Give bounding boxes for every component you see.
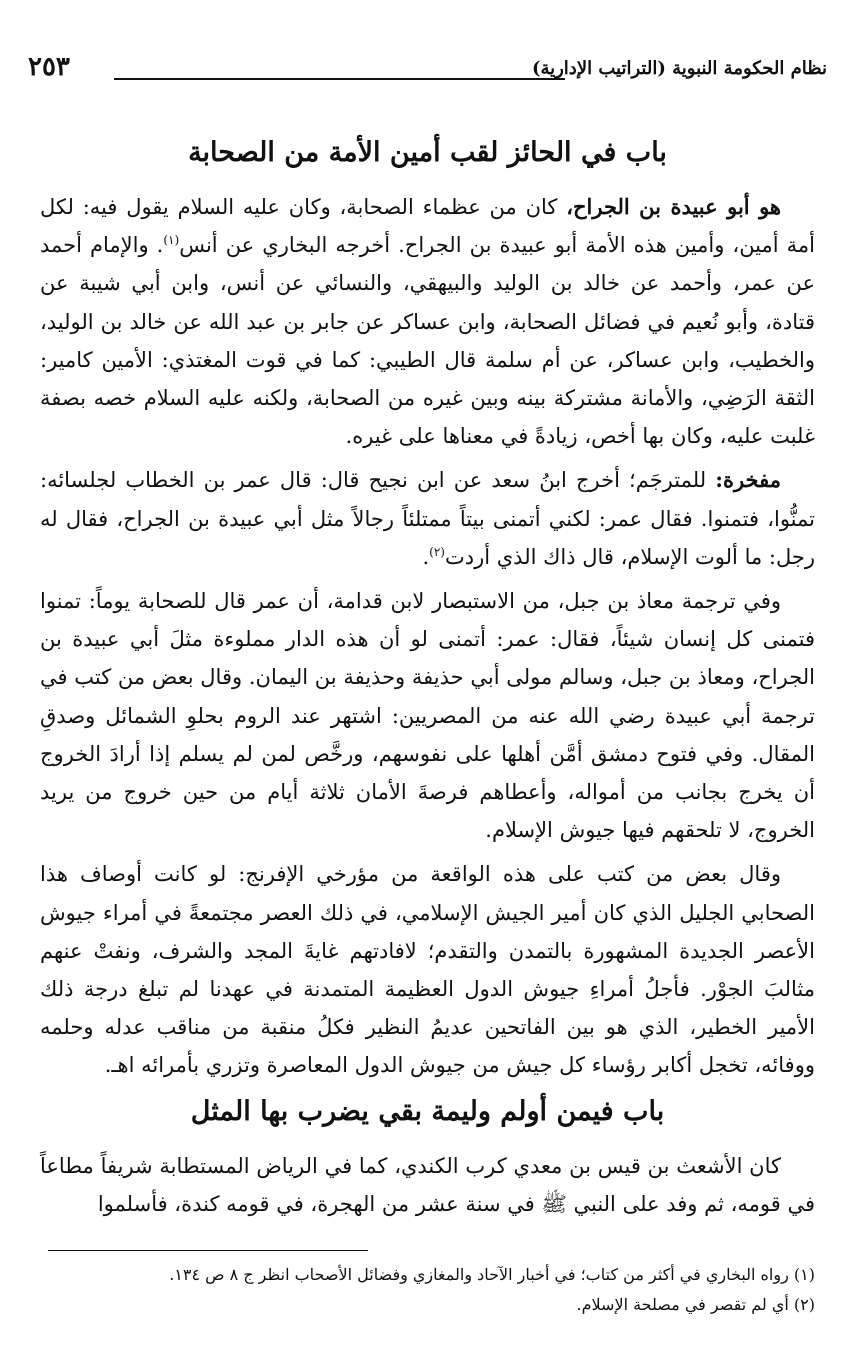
footnote-marker: (١)	[163, 233, 180, 248]
footnote-marker: (٢)	[429, 544, 445, 559]
section-heading: باب في الحائز لقب أمين الأمة من الصحابة	[188, 137, 667, 168]
book-title: نظام الحكومة النبوية (التراتيب الإدارية)	[531, 58, 827, 79]
paragraph-lead: هو أبو عبيدة بن الجراح،	[566, 194, 781, 219]
body-text	[40, 132, 815, 1229]
paragraph-lead: مفخرة:	[715, 467, 781, 493]
paragraph	[40, 582, 815, 849]
section-heading: باب فيمن أولم وليمة بقي يضرب بها المثل	[190, 1095, 665, 1127]
paragraph	[40, 855, 815, 1084]
page-number: ٢٥٣	[28, 52, 70, 82]
footnotes	[40, 1260, 815, 1320]
footnote: (٢) أي لم تقصر في مصلحة الإسلام.	[576, 1295, 815, 1314]
footnote-rule	[48, 1250, 368, 1251]
paragraph-text: كان الأشعث بن قيس بن معدي كرب الكندي، كما في الرياض المستطابة شريفاً مطاعاً في قومه، ثم وفد على النبي ﷺ في سنة عشر من الهجرة، في قومه كندة، فأسلموا	[40, 1153, 815, 1216]
paragraph-text: كان من عظماء الصحابة، وكان عليه السلام يقول فيه: لكل أمة أمين، وأمين هذه الأمة أبو عبيدة بن الجراح. أخرجه البخاري عن أنس	[40, 195, 815, 258]
paragraph	[40, 461, 815, 576]
footnote: (١) رواه البخاري في أكثر من كتاب؛ في أخبار الآحاد والمغازي وفضائل الأصحاب انظر ج ٨ ص ١٣٤.	[169, 1265, 815, 1284]
paragraph-text: وفي ترجمة معاذ بن جبل، من الاستبصار لابن قدامة، أن عمر قال للصحابة يوماً: تمنوا فتمنى كل إنسان شيئاً، فقال: عمر: أتمنى لو أن هذه الدار مملوءة مثلَ أبي عبيدة بن الجراح، ومعاذ بن جبل، وسالم مولى أبي حذيفة وحذيفة بن اليمان. وقال بعض من كتب في ترجمة أبي عبيدة رضي الله عنه من المصريين: اشتهر عند الروم بحلوِ الشمائل وصدقِ المقال. وفي فتوح دمشق أمَّن أهلها على نفوسهم، ورخَّص لمن لم يسلم إذا أرادَ الخروج أن يخرج بجانب من أمواله، وأعطاهم فرصةَ الأمان ثلاثة أيام من حين خروج من يريد الخروج، لا تلحقهم فيها جيوش الإسلام.	[40, 589, 815, 843]
paragraph-tail: .	[422, 544, 430, 569]
header-rule	[114, 78, 565, 80]
paragraph-tail: . والإمام أحمد عن عمر، وأحمد عن خالد بن الوليد والبيهقي، والنسائي عن أنس، وابن أبي شيبة عن قتادة، وأبو نُعيم في فضائل الصحابة، وابن عساكر عن جابر بن عبد الله عن خالد بن الوليد، والخطيب، وابن عساكر، عن أم سلمة قال الطيبي: كما في قوت المغتذي: الأمين كامير: الثقة الرَضِي، والأمانة مشتركة بينه وبين غيره من الصحابة، ولكنه عليه السلام خصه بصفة غلبت عليه، وكان بها أخص، زيادةً في معناها على غيره.	[40, 233, 815, 449]
paragraph	[40, 188, 815, 455]
paragraph	[40, 1147, 815, 1223]
running-header	[28, 48, 827, 88]
paragraph-text: للمترجَم؛ أخرج ابنُ سعد عن ابن نجيح قال: قال عمر بن الخطاب لجلسائه: تمنُّوا، فتمنوا. فقال عمر: لكني أتمنى بيتاً ممتلئاً رجالاً مثل أبي عبيدة بن الجراح، فقال له رجل: ما ألوت الإسلام، قال ذاك الذي أردت	[40, 468, 815, 569]
paragraph-text: وقال بعض من كتب على هذه الواقعة من مؤرخي الإفرنج: لو كانت أوصاف هذا الصحابي الجليل الذي كان أمير الجيش الإسلامي، في ذلك العصر مجتمعةً في أمراء جيوش الأعصر الجديدة المشهورة بالتمدن والتقدم؛ لافادتهم غايةَ المجد والشرف، ونفتْ عنهم مثالبَ الجوْر. فأجلُ أمراءِ جيوش الدول العظيمة المتمدنة في عهدنا لم تبلغ درجة ذلك الأمير الخطير، الذي هو بين الفاتحين عديمُ النظير فكلُ منقبة من مناقب عدله وحلمه ووفائه، تخجل أكابر رؤساء كل جيش من جيوش الدول المعاصرة وتزري بأمرائه اهـ.	[40, 862, 815, 1078]
